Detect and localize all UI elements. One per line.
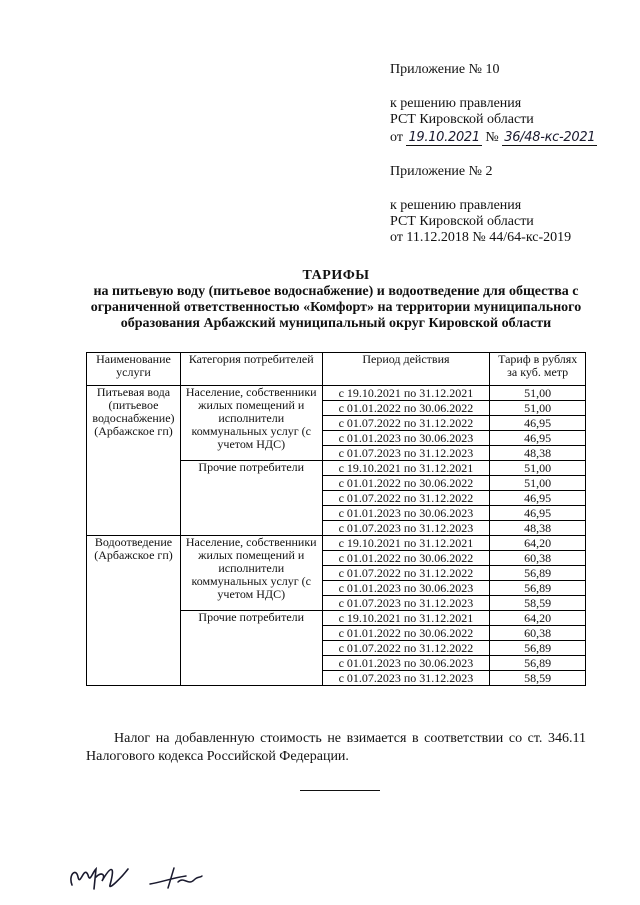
- handwritten-date: 19.10.2021: [408, 130, 480, 145]
- category-cell: Прочие потребители: [180, 461, 322, 536]
- appendix-10-label: Приложение № 10: [390, 62, 500, 77]
- separator-line: [300, 790, 380, 791]
- decision-ref: [390, 130, 597, 146]
- period-cell: с 19.10.2021 по 31.12.2021: [322, 536, 490, 551]
- period-cell: с 01.07.2022 по 31.12.2022: [322, 641, 490, 656]
- appendix-2-label: Приложение № 2: [390, 164, 493, 179]
- period-cell: с 01.01.2023 по 30.06.2023: [322, 506, 490, 521]
- header-service: Наименование услуги: [87, 353, 181, 386]
- period-cell: с 01.07.2022 по 31.12.2022: [322, 491, 490, 506]
- rate-cell: 46,95: [490, 491, 586, 506]
- period-cell: с 19.10.2021 по 31.12.2021: [322, 386, 490, 401]
- service-name-cell: Водоотведение (Арбажское гп): [87, 536, 181, 686]
- rate-cell: 58,59: [490, 671, 586, 686]
- period-cell: с 01.01.2023 по 30.06.2023: [322, 656, 490, 671]
- rate-cell: 64,20: [490, 536, 586, 551]
- category-cell: Население, собственники жилых помещений и исполнители коммунальных услуг (с учетом НДС): [180, 536, 322, 611]
- service-name-cell: Питьевая вода (питьевое водоснабжение) (Арбажское гп): [87, 386, 181, 536]
- header-period: Период действия: [322, 353, 490, 386]
- rate-cell: 56,89: [490, 581, 586, 596]
- period-cell: с 01.01.2023 по 30.06.2023: [322, 431, 490, 446]
- period-cell: с 01.01.2022 по 30.06.2022: [322, 626, 490, 641]
- num-prefix: №: [485, 130, 499, 145]
- period-cell: с 01.01.2023 по 30.06.2023: [322, 581, 490, 596]
- rate-cell: 64,20: [490, 611, 586, 626]
- category-cell: Прочие потребители: [180, 611, 322, 686]
- to-decision-label-2: к решению правления: [390, 198, 522, 213]
- table-row: [87, 386, 586, 401]
- header-category: Категория потребителей: [180, 353, 322, 386]
- rate-cell: 46,95: [490, 506, 586, 521]
- rate-cell: 60,38: [490, 626, 586, 641]
- title-subheading: на питьевую воду (питьевое водоснабжение) и водоотведение для общества с ограниченной ответственностью «Комфорт» на территории муниципального образования Арбажский муниципальный округ Кировской области: [90, 284, 582, 331]
- from-prefix: от: [390, 130, 403, 145]
- period-cell: с 01.01.2022 по 30.06.2022: [322, 476, 490, 491]
- document-title: [86, 268, 586, 332]
- title-heading: ТАРИФЫ: [302, 268, 370, 283]
- prev-decision-ref: от 11.12.2018 № 44/64-кс-2019: [390, 230, 572, 245]
- rate-cell: 51,00: [490, 461, 586, 476]
- category-cell: Население, собственники жилых помещений и исполнители коммунальных услуг (с учетом НДС): [180, 386, 322, 461]
- rst-label-2: РСТ Кировской области: [390, 214, 534, 229]
- header-block: [390, 62, 500, 78]
- appendix-2-block: [390, 164, 493, 180]
- signature-2: [146, 862, 206, 892]
- rate-cell: 51,00: [490, 401, 586, 416]
- period-cell: с 01.07.2023 по 31.12.2023: [322, 671, 490, 686]
- period-cell: с 01.01.2022 по 30.06.2022: [322, 551, 490, 566]
- rate-cell: 48,38: [490, 446, 586, 461]
- period-cell: с 01.07.2022 по 31.12.2022: [322, 416, 490, 431]
- rate-cell: 51,00: [490, 386, 586, 401]
- period-cell: с 01.07.2023 по 31.12.2023: [322, 446, 490, 461]
- rate-cell: 56,89: [490, 656, 586, 671]
- table-row: [87, 536, 586, 551]
- rst-label: РСТ Кировской области: [390, 112, 534, 127]
- handwritten-number: 36/48-кс-2021: [504, 130, 596, 145]
- period-cell: с 19.10.2021 по 31.12.2021: [322, 611, 490, 626]
- signature-1: [66, 855, 136, 895]
- header-rate: Тариф в рублях за куб. метр: [490, 353, 586, 386]
- rate-cell: 46,95: [490, 416, 586, 431]
- period-cell: с 01.07.2023 по 31.12.2023: [322, 596, 490, 611]
- to-decision-label: к решению правления: [390, 96, 522, 111]
- period-cell: с 01.07.2022 по 31.12.2022: [322, 566, 490, 581]
- vat-note: Налог на добавленную стоимость не взимается в соответствии со ст. 346.11 Налогового кодекса Российской Федерации.: [86, 731, 586, 764]
- rate-cell: 51,00: [490, 476, 586, 491]
- rate-cell: 56,89: [490, 641, 586, 656]
- period-cell: с 19.10.2021 по 31.12.2021: [322, 461, 490, 476]
- period-cell: с 01.07.2023 по 31.12.2023: [322, 521, 490, 536]
- rate-cell: 48,38: [490, 521, 586, 536]
- rate-cell: 60,38: [490, 551, 586, 566]
- decision-block: [390, 96, 597, 146]
- rate-cell: 56,89: [490, 566, 586, 581]
- period-cell: с 01.01.2022 по 30.06.2022: [322, 401, 490, 416]
- tariffs-table: [86, 352, 586, 686]
- rate-cell: 58,59: [490, 596, 586, 611]
- prev-decision-block: [390, 198, 571, 246]
- table-header-row: [87, 353, 586, 386]
- rate-cell: 46,95: [490, 431, 586, 446]
